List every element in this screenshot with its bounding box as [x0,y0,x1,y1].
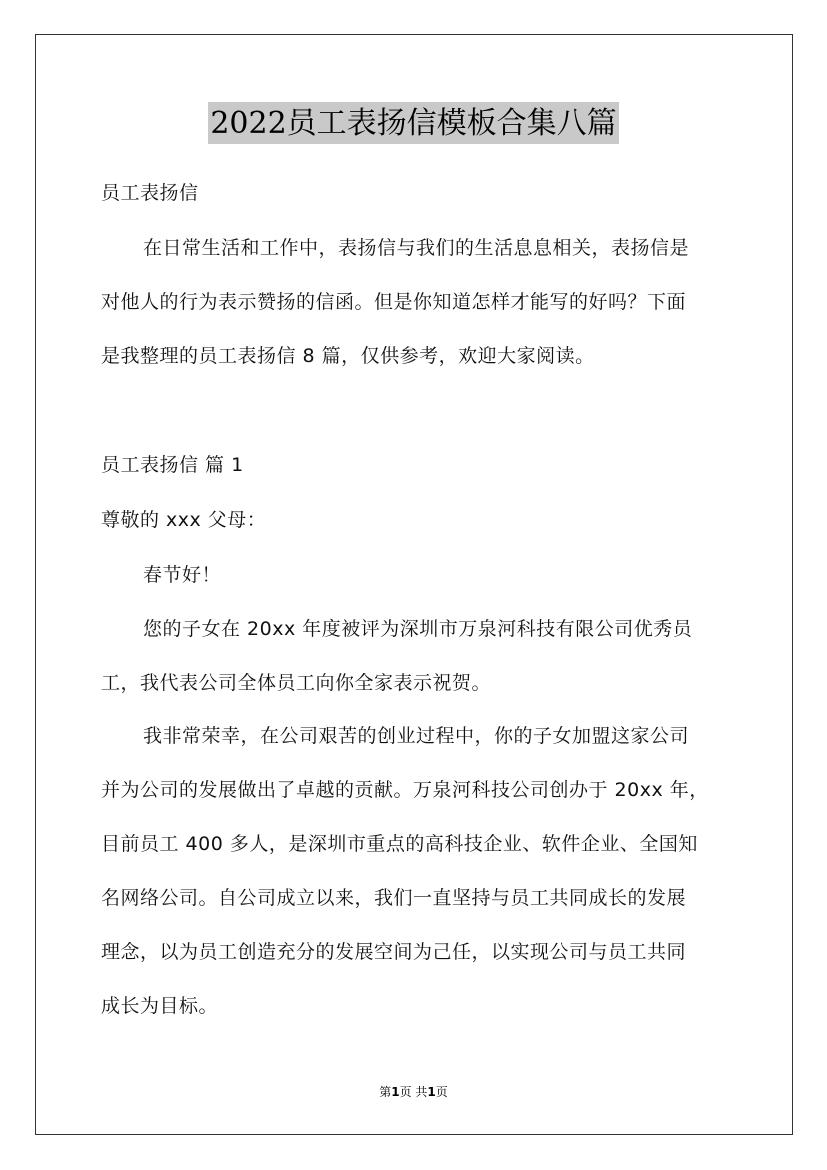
paragraph2-line-5: 理念，以为员工创造充分的发展空间为己任，以实现公司与员工共同 [101,941,687,963]
paragraph2-line-1: 我非常荣幸，在公司艰苦的创业过程中，你的子女加盟这家公司 [143,725,690,747]
paragraph2-line-4: 名网络公司。自公司成立以来，我们一直坚持与员工共同成长的发展 [101,887,687,909]
section-label: 员工表扬信 [101,182,199,204]
paragraph2-line-6: 成长为目标。 [101,995,219,1017]
title-container [0,102,827,144]
paragraph1-line-1: 您的子女在 20xx 年度被评为深圳市万泉河科技有限公司优秀员 [143,618,693,640]
intro-line-3: 是我整理的员工表扬信 8 篇，仅供参考，欢迎大家阅读。 [101,345,595,367]
intro-line-2: 对他人的行为表示赞扬的信函。但是你知道怎样才能写的好吗？下面 [101,291,687,313]
page-suffix: 页 [435,1085,448,1099]
page-mid: 页 共 [399,1085,428,1099]
paragraph2-line-2: 并为公司的发展做出了卓越的贡献。万泉河科技公司创办于 20xx 年， [101,779,709,801]
paragraph1-line-2: 工，我代表公司全体员工向你全家表示祝贺。 [101,672,492,694]
page-current: 1 [391,1085,400,1099]
page-total: 1 [427,1085,436,1099]
article-heading: 员工表扬信 篇 1 [101,454,244,476]
intro-line-1: 在日常生活和工作中，表扬信与我们的生活息息相关，表扬信是 [143,237,690,259]
document-title: 2022员工表扬信模板合集八篇 [208,102,618,144]
paragraph2-line-3: 目前员工 400 多人，是深圳市重点的高科技企业、软件企业、全国知 [101,833,698,855]
page-prefix: 第 [379,1085,392,1099]
greeting: 春节好！ [143,564,222,586]
salutation: 尊敬的 xxx 父母： [101,509,267,531]
page-footer [0,1084,827,1100]
